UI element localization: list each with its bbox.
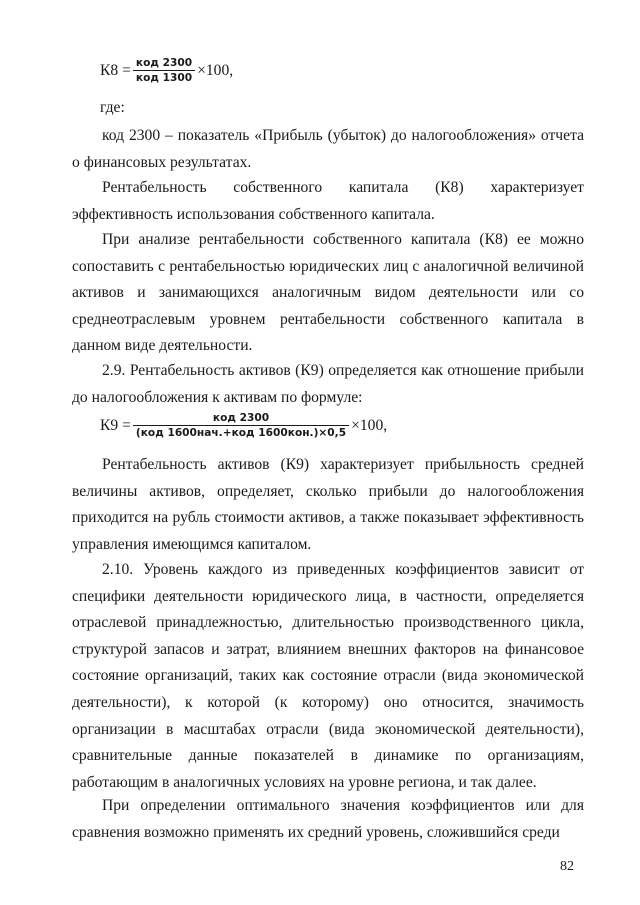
paragraph-code-2300: код 2300 – показатель «Прибыль (убыток) до налогообложения» отчета о финансовых результатах. (72, 127, 584, 171)
paragraph-optimal-value: При определении оптимального значения коэффициентов или для сравнения возможно применять их средний уровень, сложившийся среди (72, 797, 584, 841)
formula-k9-fraction (133, 411, 349, 440)
formula-k8-fraction (133, 56, 195, 85)
paragraph-k9-description: Рентабельность активов (К9) характеризует прибыльность средней величины активов, определяет, сколько прибыли до налогообложения приходится на рубль стоимости активов, а также показывает эффективность управления имеющимся капиталом. (72, 456, 584, 553)
paragraph-section-2-10: 2.10. Уровень каждого из приведенных коэффициентов зависит от специфики деятельности юридического лица, в частности, определяется отраслевой принадлежностью, длительностью производственного цикла, структурой запасов и затрат, влиянием внешних факторов на финансовое состояние организаций, таких как состояние отрасли (вида экономической деятельности), к которой (к которому) оно относится, значимость организации в масштабах отрасли (вида экономической деятельности), сравнительные данные показателей в динамике по организациям, работающим в аналогичных условиях на уровне региона, и так далее. (72, 561, 584, 791)
formula-k9 (100, 411, 387, 440)
formula-k9-numerator: код 2300 (212, 412, 270, 424)
formula-k9-tail: ×100, (351, 416, 388, 434)
formula-k8-tail: ×100, (197, 61, 234, 79)
formula-k8-numerator: код 2300 (135, 57, 193, 69)
formula-k8-lhs: К8 = (100, 61, 131, 79)
formula-k8-denominator: код 1300 (135, 72, 193, 84)
paragraph-k8-description: Рентабельность собственного капитала (К8) характеризует эффективность использования собственного капитала. (72, 179, 584, 223)
formula-k9-denominator: (код 1600нач.+код 1600кон.)×0,5 (135, 427, 347, 439)
page-number: 82 (560, 859, 574, 874)
formula-k8 (100, 56, 233, 85)
paragraph-k8-analysis: При анализе рентабельности собственного капитала (К8) ее можно сопоставить с рентабельностью юридических лиц с аналогичной величиной активов и занимающихся аналогичным видом деятельности или со среднеотраслевым уровнем рентабельности собственного капитала в данном виде деятельности. (72, 231, 584, 355)
paragraph-section-2-9: 2.9. Рентабельность активов (К9) определяется как отношение прибыли до налогообложения к активам по формуле: (72, 362, 584, 406)
where-label: где: (100, 99, 125, 116)
formula-k9-lhs: К9 = (100, 416, 131, 434)
